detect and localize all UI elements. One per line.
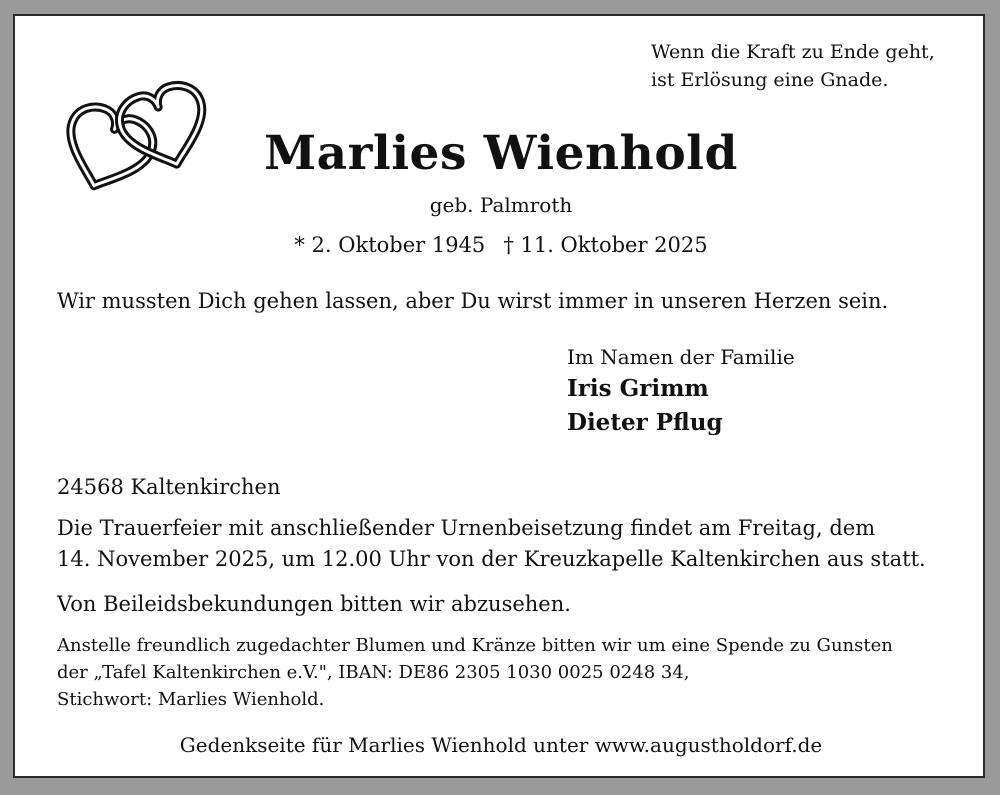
- birth-date: * 2. Oktober 1945: [294, 233, 486, 257]
- donation-line-1: Anstelle freundlich zugedachter Blumen und Kränze bitten wir um eine Spende zu Gunsten: [57, 635, 893, 656]
- location: 24568 Kaltenkirchen: [57, 475, 281, 499]
- funeral-line-1: Die Trauerfeier mit anschließender Urnenbeisetzung findet am Freitag, dem: [57, 516, 876, 540]
- family-intro: Im Namen der Familie: [567, 345, 795, 369]
- motto: [651, 38, 935, 94]
- family-member: Dieter Pflug: [567, 409, 723, 436]
- family-member: Iris Grimm: [567, 375, 709, 402]
- donation-line-3: Stichwort: Marlies Wienhold.: [57, 689, 325, 710]
- motto-line-1: Wenn die Kraft zu Ende geht,: [651, 41, 935, 63]
- donation-info: [57, 632, 893, 713]
- death-date: † 11. Oktober 2025: [503, 233, 708, 257]
- donation-line-2: der „Tafel Kaltenkirchen e.V.", IBAN: DE86 2305 1030 0025 0248 34,: [57, 662, 690, 683]
- funeral-info: [57, 513, 926, 575]
- motto-line-2: ist Erlösung eine Gnade.: [651, 69, 889, 91]
- maiden-name: geb. Palmroth: [429, 193, 573, 217]
- family-signature: [567, 342, 795, 440]
- obituary-notice: [13, 14, 985, 778]
- life-dates: [15, 230, 987, 260]
- funeral-line-2: 14. November 2025, um 12.00 Uhr von der Kreuzkapelle Kaltenkirchen aus statt.: [57, 547, 926, 571]
- memorial-page-link: Gedenkseite für Marlies Wienhold unter www.augustholdorf.de: [179, 733, 823, 757]
- farewell-quote: Wir mussten Dich gehen lassen, aber Du wirst immer in unseren Herzen sein.: [57, 289, 889, 313]
- condolence-note: Von Beileidsbekundungen bitten wir abzusehen.: [57, 592, 571, 616]
- deceased-name: Marlies Wienhold: [264, 126, 738, 181]
